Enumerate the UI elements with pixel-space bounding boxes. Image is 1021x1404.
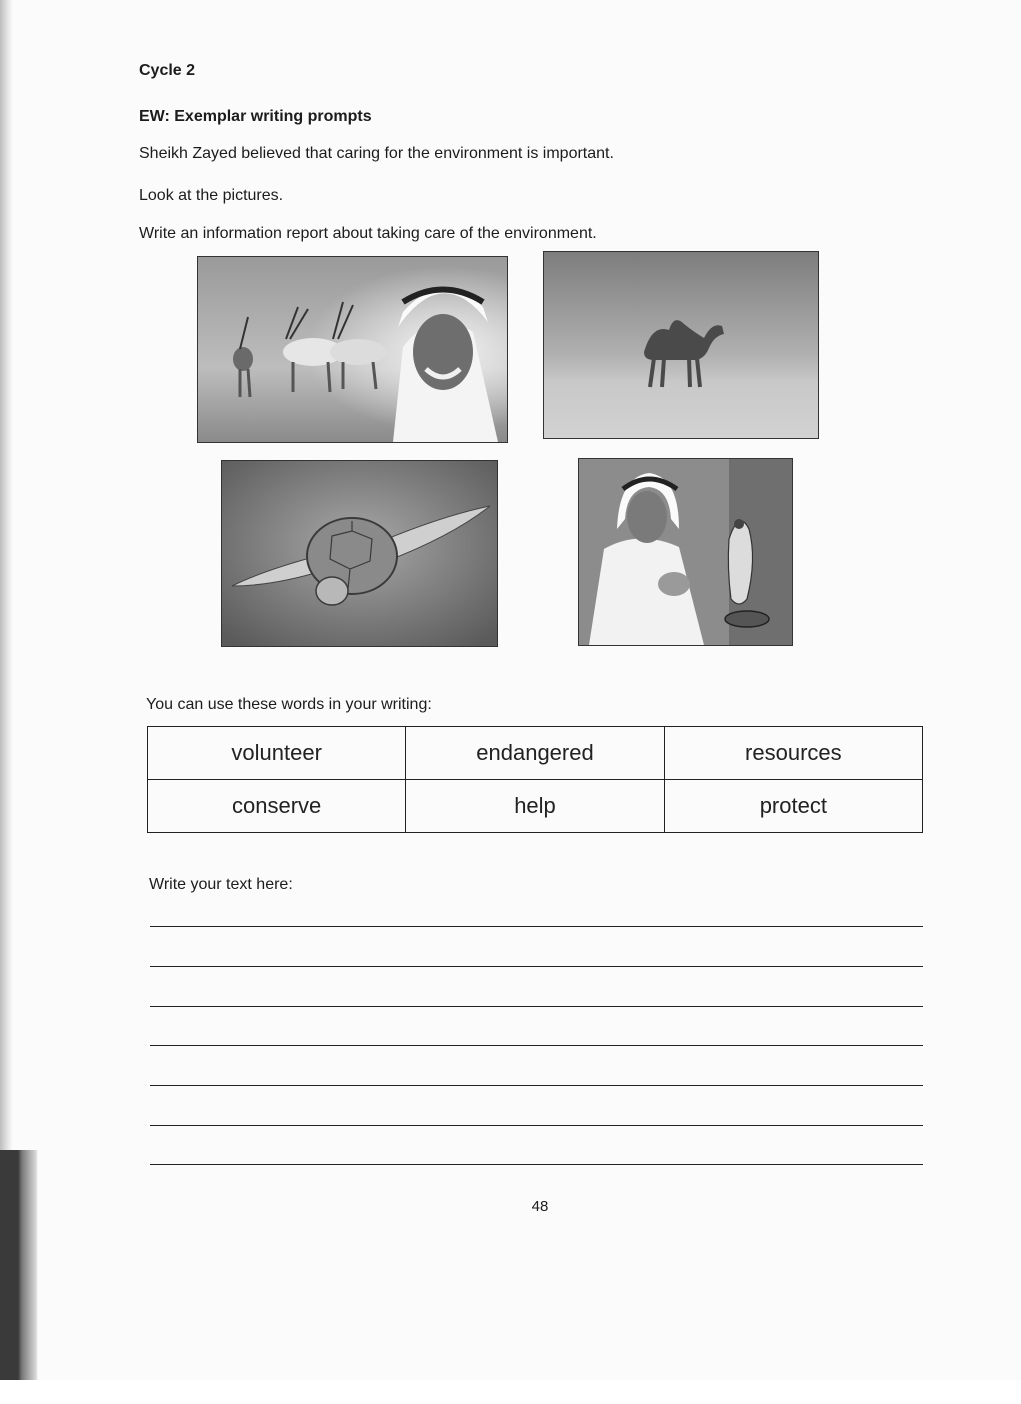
writing-line[interactable] bbox=[150, 926, 923, 927]
word-bank-row bbox=[148, 727, 923, 780]
section-title: EW: Exemplar writing prompts bbox=[139, 108, 372, 125]
scan-bottom-margin bbox=[0, 1380, 1021, 1404]
word-cell: protect bbox=[664, 780, 922, 833]
word-bank-intro: You can use these words in your writing: bbox=[146, 696, 432, 713]
writing-area-label: Write your text here: bbox=[149, 876, 293, 893]
word-cell: volunteer bbox=[148, 727, 406, 780]
prompt-line-2: Look at the pictures. bbox=[139, 187, 284, 204]
oryx-and-sheikh-photo-icon bbox=[197, 256, 508, 443]
sheikh-with-falcon-photo-icon bbox=[578, 458, 793, 646]
word-cell: conserve bbox=[148, 780, 406, 833]
word-bank-row bbox=[148, 780, 923, 833]
writing-line[interactable] bbox=[150, 1164, 923, 1165]
word-cell: help bbox=[406, 780, 664, 833]
word-cell: resources bbox=[664, 727, 922, 780]
camel-desert-photo-icon bbox=[543, 251, 819, 439]
writing-line[interactable] bbox=[150, 1085, 923, 1086]
word-cell: endangered bbox=[406, 727, 664, 780]
writing-line[interactable] bbox=[150, 966, 923, 967]
scan-edge-dark-strip bbox=[0, 1150, 38, 1385]
prompt-line-3: Write an information report about taking care of the environment. bbox=[139, 225, 597, 242]
cycle-label: Cycle 2 bbox=[139, 62, 196, 79]
writing-line[interactable] bbox=[150, 1125, 923, 1126]
word-bank-table bbox=[147, 726, 923, 833]
writing-line[interactable] bbox=[150, 1045, 923, 1046]
page-number: 48 bbox=[531, 1198, 549, 1215]
prompt-line-1: Sheikh Zayed believed that caring for the environment is important. bbox=[139, 145, 614, 162]
writing-line[interactable] bbox=[150, 1006, 923, 1007]
sea-turtle-photo-icon bbox=[221, 460, 498, 647]
